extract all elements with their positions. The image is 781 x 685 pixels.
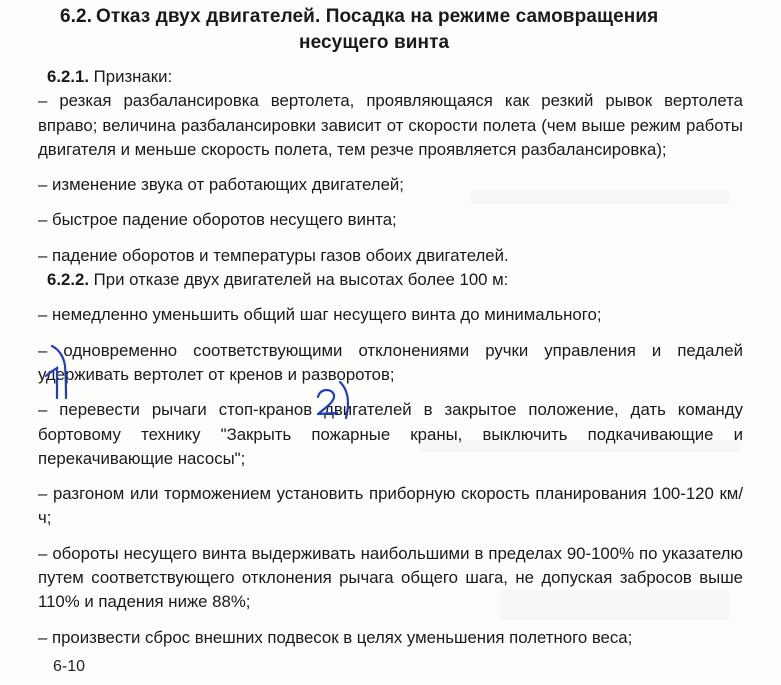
signs-heading-text: Признаки:: [93, 67, 173, 86]
actions-item-1: – немедленно уменьшить общий шаг несущего винта до минимального;: [38, 305, 602, 325]
signs-heading: [38, 65, 743, 89]
page-number: 6-10: [53, 658, 86, 675]
signs-number: 6.2.1.: [47, 67, 89, 86]
actions-item-6: – произвести сброс внешних подвесок в целях уменьшения полетного веса;: [38, 627, 633, 647]
actions-item-4: – разгоном или торможением установить приборную скорость планирования 100-120 км/ч;: [38, 484, 743, 528]
signs-item-1: – резкая разбалансировка вертолета, проявляющаяся как резкий рывок вертолета вправо; величина разбалансировки зависит от скорости полета (чем выше режим работы двигателя и меньше скорость полета, тем резче проявляется разбалансировка);: [38, 91, 743, 159]
document-body: [38, 65, 743, 650]
signs-item-2: – изменение звука от работающих двигателей;: [38, 175, 404, 195]
actions-heading: [38, 268, 743, 292]
signs-item-4: – падение оборотов и температуры газов обоих двигателей.: [38, 245, 509, 265]
section-title-line-1: Отказ двух двигателей. Посадка на режиме самовращения: [96, 6, 659, 27]
actions-item-3: – перевести рычаги стоп-кранов двигателей в закрытое положение, дать команду бортовому технику "Закрыть пожарные краны, выключить подкачивающие и перекачивающие насосы";: [38, 400, 743, 468]
actions-heading-text: При отказе двух двигателей на высотах более 100 м:: [93, 270, 509, 290]
section-number: 6.2.: [60, 6, 93, 27]
signs-item-3: – быстрое падение оборотов несущего винта;: [38, 210, 397, 230]
actions-item-5: – обороты несущего винта выдерживать наибольшими в пределах 90-100% по указателю путем соответствующего отклонения рычага общего шага, не допуская забросов выше 110% и падения ниже 88%;: [38, 543, 743, 612]
actions-item-2: – одновременно соответствующими отклонениями ручки управления и педалей удерживать вертолет от кренов и разворотов;: [38, 340, 743, 384]
section-title-line-2: несущего винта: [299, 32, 450, 53]
actions-number: 6.2.2.: [47, 270, 89, 290]
